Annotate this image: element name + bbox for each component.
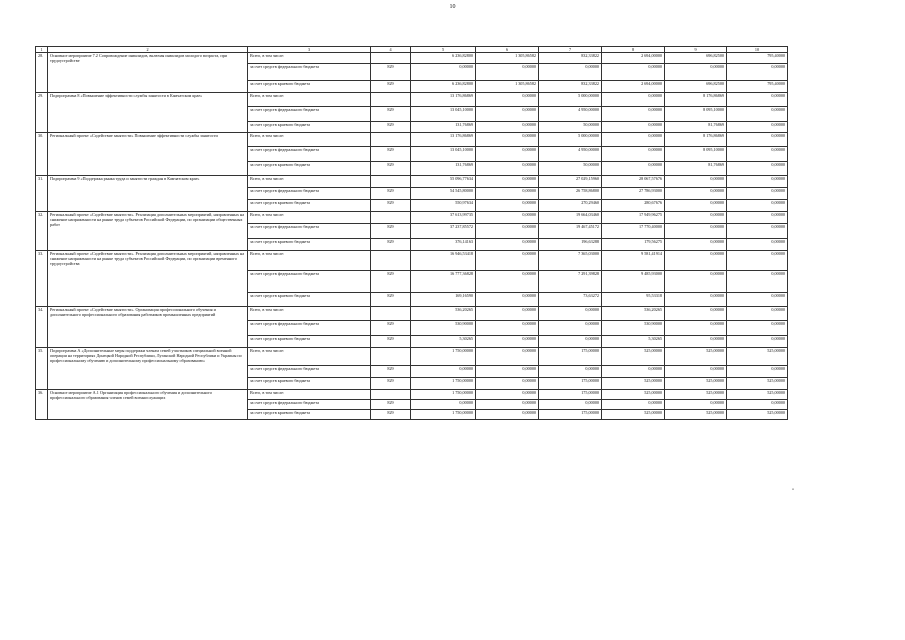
funding-source: за счет средств краевого бюджета <box>248 81 371 93</box>
amount-cell: 530,90000 <box>411 321 476 336</box>
table-row <box>36 307 788 321</box>
amount-cell: 37 237,85572 <box>411 224 476 239</box>
budget-code <box>371 390 411 400</box>
amount-cell: 0,00000 <box>602 162 665 176</box>
amount-cell: 19 467,45172 <box>539 224 602 239</box>
amount-cell: 95,53318 <box>602 293 665 307</box>
row-number: 32. <box>36 212 48 251</box>
amount-cell: 0,00000 <box>476 307 539 321</box>
amount-cell: 795,40000 <box>727 53 788 64</box>
amount-cell: 0,00000 <box>602 107 665 122</box>
amount-cell: 0,00000 <box>602 93 665 107</box>
budget-table <box>35 46 788 420</box>
amount-cell: 0,00000 <box>665 224 727 239</box>
amount-cell: 131,76869 <box>411 122 476 133</box>
table-row <box>36 53 788 64</box>
amount-cell: 13 176,86869 <box>411 133 476 147</box>
funding-source: за счет средств федерального бюджета <box>248 271 371 293</box>
header-cell: 10 <box>727 47 788 53</box>
amount-cell: 0,00000 <box>727 293 788 307</box>
amount-cell: 270,29460 <box>539 200 602 212</box>
amount-cell: 696,82500 <box>665 53 727 64</box>
amount-cell: 4 950,00000 <box>539 147 602 162</box>
amount-cell: 7 365,03000 <box>539 251 602 271</box>
amount-cell: 0,00000 <box>665 321 727 336</box>
amount-cell: 0,00000 <box>476 64 539 81</box>
amount-cell: 50,00000 <box>539 162 602 176</box>
amount-cell: 175,00000 <box>539 348 602 366</box>
budget-code <box>371 176 411 188</box>
amount-cell: 550,97634 <box>411 200 476 212</box>
funding-source: за счет средств федерального бюджета <box>248 147 371 162</box>
amount-cell: 525,00000 <box>602 348 665 366</box>
amount-cell: 795,40000 <box>727 81 788 93</box>
amount-cell: 0,00000 <box>539 366 602 378</box>
amount-cell: 0,00000 <box>665 200 727 212</box>
table-row <box>36 212 788 224</box>
amount-cell: 0,00000 <box>665 293 727 307</box>
funding-source: за счет средств федерального бюджета <box>248 224 371 239</box>
amount-cell: 131,76869 <box>411 162 476 176</box>
budget-code: 829 <box>371 271 411 293</box>
amount-cell: 6 236,82800 <box>411 53 476 64</box>
amount-cell: 832,33822 <box>539 81 602 93</box>
amount-cell: 16 777,36828 <box>411 271 476 293</box>
amount-cell: 1 750,00000 <box>411 348 476 366</box>
amount-cell: 0,00000 <box>476 251 539 271</box>
amount-cell: 0,00000 <box>476 336 539 348</box>
amount-cell: 0,00000 <box>476 390 539 400</box>
amount-cell: 525,00000 <box>665 348 727 366</box>
budget-code: 829 <box>371 410 411 420</box>
amount-cell: 0,00000 <box>539 400 602 410</box>
header-cell: 8 <box>602 47 665 53</box>
amount-cell: 0,00000 <box>727 321 788 336</box>
budget-code <box>371 53 411 64</box>
amount-cell: 73,63272 <box>539 293 602 307</box>
amount-cell: 6 236,82800 <box>411 81 476 93</box>
measure-name: Региональный проект «Содействие занятости». Организация профессионального обучения и дополнительного профессионального образования работников промышленных предприятий <box>48 307 248 348</box>
budget-code <box>371 348 411 366</box>
amount-cell: 0,00000 <box>476 107 539 122</box>
budget-code: 829 <box>371 162 411 176</box>
amount-cell: 0,00000 <box>727 400 788 410</box>
measure-name: Основное мероприятие А.1 Организация профессионального обучения и дополнительного профессионального образования членов семей военнослужащих <box>48 390 248 420</box>
header-cell: 6 <box>476 47 539 53</box>
amount-cell: 530,90000 <box>602 321 665 336</box>
footer-mark: » <box>792 486 794 491</box>
amount-cell: 0,00000 <box>476 410 539 420</box>
header-cell: 4 <box>371 47 411 53</box>
amount-cell: 26 758,86800 <box>539 188 602 200</box>
amount-cell: 196,63288 <box>539 239 602 251</box>
amount-cell: 0,00000 <box>665 176 727 188</box>
amount-cell: 0,00000 <box>727 162 788 176</box>
amount-cell: 0,00000 <box>539 307 602 321</box>
amount-cell: 0,00000 <box>476 162 539 176</box>
amount-cell: 0,00000 <box>727 271 788 293</box>
amount-cell: 17 770,40000 <box>602 224 665 239</box>
amount-cell: 37 613,99735 <box>411 212 476 224</box>
measure-name: Региональный проект «Содействие занятости» Повышение эффективности службы занятости <box>48 133 248 176</box>
amount-cell: 0,00000 <box>665 239 727 251</box>
amount-cell: 175,00000 <box>539 410 602 420</box>
amount-cell: 0,00000 <box>476 176 539 188</box>
amount-cell: 0,00000 <box>727 366 788 378</box>
amount-cell: 0,00000 <box>476 188 539 200</box>
budget-code: 829 <box>371 64 411 81</box>
amount-cell: 0,00000 <box>727 122 788 133</box>
amount-cell: 525,00000 <box>665 410 727 420</box>
amount-cell: 280,67676 <box>602 200 665 212</box>
amount-cell: 13 045,10000 <box>411 107 476 122</box>
amount-cell: 0,00000 <box>411 366 476 378</box>
amount-cell: 8 176,86869 <box>665 133 727 147</box>
amount-cell: 525,00000 <box>665 378 727 390</box>
amount-cell: 832,33822 <box>539 53 602 64</box>
amount-cell: 0,00000 <box>476 224 539 239</box>
row-number: 36. <box>36 390 48 420</box>
amount-cell: 2 694,00000 <box>602 81 665 93</box>
amount-cell: 0,00000 <box>665 271 727 293</box>
amount-cell: 0,00000 <box>539 321 602 336</box>
funding-source: за счет средств краевого бюджета <box>248 410 371 420</box>
amount-cell: 525,00000 <box>727 348 788 366</box>
amount-cell: 525,00000 <box>727 390 788 400</box>
funding-source: Всего, в том числе: <box>248 212 371 224</box>
funding-source: Всего, в том числе: <box>248 176 371 188</box>
amount-cell: 0,00000 <box>727 93 788 107</box>
amount-cell: 0,00000 <box>665 366 727 378</box>
header-cell: 5 <box>411 47 476 53</box>
amount-cell: 0,00000 <box>476 400 539 410</box>
table-body <box>36 47 788 420</box>
amount-cell: 2 694,00000 <box>602 53 665 64</box>
budget-code: 829 <box>371 81 411 93</box>
budget-code: 829 <box>371 400 411 410</box>
row-number: 30. <box>36 133 48 176</box>
amount-cell: 0,00000 <box>727 212 788 224</box>
header-cell: 2 <box>48 47 248 53</box>
amount-cell: 0,00000 <box>602 122 665 133</box>
table-row <box>36 93 788 107</box>
amount-cell: 1 750,00000 <box>411 390 476 400</box>
header-cell: 9 <box>665 47 727 53</box>
amount-cell: 0,00000 <box>602 64 665 81</box>
budget-code: 829 <box>371 321 411 336</box>
budget-code: 829 <box>371 200 411 212</box>
funding-source: Всего, в том числе: <box>248 390 371 400</box>
amount-cell: 0,00000 <box>476 147 539 162</box>
funding-source: Всего, в том числе: <box>248 133 371 147</box>
budget-code: 829 <box>371 366 411 378</box>
budget-code <box>371 307 411 321</box>
amount-cell: 13 176,86869 <box>411 93 476 107</box>
amount-cell: 0,00000 <box>476 378 539 390</box>
amount-cell: 9 581,41914 <box>602 251 665 271</box>
measure-name: Основное мероприятие 7.2 Сопровождение инвалидов, включая инвалидов молодого возраста, при трудоустройстве <box>48 53 248 93</box>
funding-source: за счет средств федерального бюджета <box>248 107 371 122</box>
amount-cell: 0,00000 <box>476 212 539 224</box>
table-row <box>36 176 788 188</box>
amount-cell: 376,14163 <box>411 239 476 251</box>
row-number: 34. <box>36 307 48 348</box>
amount-cell: 54 545,80000 <box>411 188 476 200</box>
amount-cell: 8 095,10000 <box>665 147 727 162</box>
amount-cell: 0,00000 <box>727 133 788 147</box>
amount-cell: 0,00000 <box>476 122 539 133</box>
amount-cell: 0,00000 <box>539 64 602 81</box>
amount-cell: 1 305,86582 <box>476 81 539 93</box>
row-number: 28. <box>36 53 48 93</box>
amount-cell: 27 786,93000 <box>602 188 665 200</box>
amount-cell: 0,00000 <box>727 307 788 321</box>
amount-cell: 525,00000 <box>727 410 788 420</box>
budget-code <box>371 93 411 107</box>
row-number: 31. <box>36 176 48 212</box>
amount-cell: 175,00000 <box>539 390 602 400</box>
amount-cell: 5 000,00000 <box>539 93 602 107</box>
table-row <box>36 133 788 147</box>
amount-cell: 525,00000 <box>727 378 788 390</box>
amount-cell: 0,00000 <box>476 293 539 307</box>
amount-cell: 0,00000 <box>665 212 727 224</box>
row-number: 29. <box>36 93 48 133</box>
amount-cell: 81,76869 <box>665 162 727 176</box>
amount-cell: 1 305,86582 <box>476 53 539 64</box>
amount-cell: 50,00000 <box>539 122 602 133</box>
budget-code: 829 <box>371 107 411 122</box>
table-row <box>36 251 788 271</box>
funding-source: за счет средств краевого бюджета <box>248 162 371 176</box>
funding-source: за счет средств федерального бюджета <box>248 64 371 81</box>
page-number: 10 <box>449 4 456 10</box>
measure-name: Подпрограмма А «Дополнительные меры поддержки членам семей участников специальной военной операции на территориях Донецкой Народной Республики, Луганской Народной Республики и Украины по профессиональному обучению и дополнительному профессиональному образованию» <box>48 348 248 390</box>
amount-cell: 0,00000 <box>476 133 539 147</box>
amount-cell: 0,00000 <box>727 64 788 81</box>
measure-name: Региональный проект «Содействие занятости». Реализация дополнительных мероприятий, направленных на снижение напряженности на рынке труда субъектов Российской Федерации, по организации общественных работ <box>48 212 248 251</box>
amount-cell: 81,76869 <box>665 122 727 133</box>
funding-source: за счет средств федерального бюджета <box>248 400 371 410</box>
amount-cell: 5 000,00000 <box>539 133 602 147</box>
amount-cell: 7 291,39828 <box>539 271 602 293</box>
row-number: 35. <box>36 348 48 390</box>
amount-cell: 0,00000 <box>665 400 727 410</box>
amount-cell: 28 067,57676 <box>602 176 665 188</box>
amount-cell: 169,16590 <box>411 293 476 307</box>
funding-source: Всего, в том числе: <box>248 93 371 107</box>
budget-code: 829 <box>371 147 411 162</box>
budget-code: 829 <box>371 378 411 390</box>
amount-cell: 0,00000 <box>476 321 539 336</box>
amount-cell: 525,00000 <box>602 378 665 390</box>
amount-cell: 0,00000 <box>476 271 539 293</box>
amount-cell: 179,56275 <box>602 239 665 251</box>
amount-cell: 5,30265 <box>602 336 665 348</box>
amount-cell: 27 029,15960 <box>539 176 602 188</box>
amount-cell: 0,00000 <box>476 348 539 366</box>
amount-cell: 0,00000 <box>476 239 539 251</box>
header-cell: 7 <box>539 47 602 53</box>
funding-source: Всего, в том числе: <box>248 307 371 321</box>
header-cell: 3 <box>248 47 371 53</box>
amount-cell: 0,00000 <box>727 147 788 162</box>
amount-cell: 0,00000 <box>476 200 539 212</box>
header-cell: 1 <box>36 47 48 53</box>
funding-source: за счет средств краевого бюджета <box>248 378 371 390</box>
budget-code: 829 <box>371 122 411 133</box>
amount-cell: 9 485,93000 <box>602 271 665 293</box>
amount-cell: 175,00000 <box>539 378 602 390</box>
amount-cell: 0,00000 <box>476 93 539 107</box>
amount-cell: 0,00000 <box>727 176 788 188</box>
budget-code: 829 <box>371 336 411 348</box>
funding-source: за счет средств краевого бюджета <box>248 336 371 348</box>
amount-cell: 55 096,77634 <box>411 176 476 188</box>
amount-cell: 0,00000 <box>727 336 788 348</box>
measure-name: Подпрограмма 8 «Повышение эффективности службы занятости в Камчатском крае» <box>48 93 248 133</box>
amount-cell: 0,00000 <box>602 400 665 410</box>
amount-cell: 0,00000 <box>727 239 788 251</box>
amount-cell: 0,00000 <box>602 366 665 378</box>
amount-cell: 0,00000 <box>727 224 788 239</box>
amount-cell: 0,00000 <box>727 188 788 200</box>
amount-cell: 0,00000 <box>665 307 727 321</box>
amount-cell: 0,00000 <box>411 64 476 81</box>
amount-cell: 696,82500 <box>665 81 727 93</box>
amount-cell: 525,00000 <box>602 410 665 420</box>
amount-cell: 0,00000 <box>665 64 727 81</box>
amount-cell: 0,00000 <box>602 133 665 147</box>
amount-cell: 1 750,00000 <box>411 410 476 420</box>
amount-cell: 525,00000 <box>665 390 727 400</box>
table-row <box>36 348 788 366</box>
amount-cell: 0,00000 <box>665 188 727 200</box>
funding-source: за счет средств федерального бюджета <box>248 321 371 336</box>
amount-cell: 0,00000 <box>727 107 788 122</box>
amount-cell: 525,00000 <box>602 390 665 400</box>
measure-name: Региональный проект «Содействие занятости». Реализация дополнительных мероприятий, направленных на снижение напряженности на рынке труда субъектов Российской Федерации, по организации временного трудоустройства <box>48 251 248 307</box>
amount-cell: 0,00000 <box>665 251 727 271</box>
amount-cell: 536,20265 <box>602 307 665 321</box>
amount-cell: 5,30265 <box>411 336 476 348</box>
amount-cell: 16 946,53418 <box>411 251 476 271</box>
funding-source: за счет средств федерального бюджета <box>248 188 371 200</box>
amount-cell: 0,00000 <box>539 336 602 348</box>
amount-cell: 1 750,00000 <box>411 378 476 390</box>
funding-source: Всего, в том числе: <box>248 251 371 271</box>
budget-code <box>371 133 411 147</box>
amount-cell: 0,00000 <box>665 336 727 348</box>
measure-name: Подпрограмма 9 «Поддержка рынка труда и занятости граждан в Камчатском крае» <box>48 176 248 212</box>
funding-source: за счет средств краевого бюджета <box>248 239 371 251</box>
amount-cell: 17 949,96275 <box>602 212 665 224</box>
budget-code: 829 <box>371 239 411 251</box>
amount-cell: 4 950,00000 <box>539 107 602 122</box>
amount-cell: 0,00000 <box>411 400 476 410</box>
funding-source: за счет средств краевого бюджета <box>248 293 371 307</box>
funding-source: за счет средств федерального бюджета <box>248 366 371 378</box>
funding-source: Всего, в том числе: <box>248 348 371 366</box>
amount-cell: 0,00000 <box>727 200 788 212</box>
budget-code: 829 <box>371 224 411 239</box>
funding-source: за счет средств краевого бюджета <box>248 122 371 133</box>
funding-source: Всего, в том числе: <box>248 53 371 64</box>
row-number: 33. <box>36 251 48 307</box>
amount-cell: 0,00000 <box>476 366 539 378</box>
table-row <box>36 390 788 400</box>
amount-cell: 19 664,03460 <box>539 212 602 224</box>
budget-code: 829 <box>371 188 411 200</box>
amount-cell: 536,20265 <box>411 307 476 321</box>
amount-cell: 0,00000 <box>602 147 665 162</box>
amount-cell: 8 176,86869 <box>665 93 727 107</box>
amount-cell: 0,00000 <box>727 251 788 271</box>
budget-code <box>371 212 411 224</box>
budget-code <box>371 251 411 271</box>
amount-cell: 13 045,10000 <box>411 147 476 162</box>
budget-code: 829 <box>371 293 411 307</box>
amount-cell: 8 095,10000 <box>665 107 727 122</box>
funding-source: за счет средств краевого бюджета <box>248 200 371 212</box>
